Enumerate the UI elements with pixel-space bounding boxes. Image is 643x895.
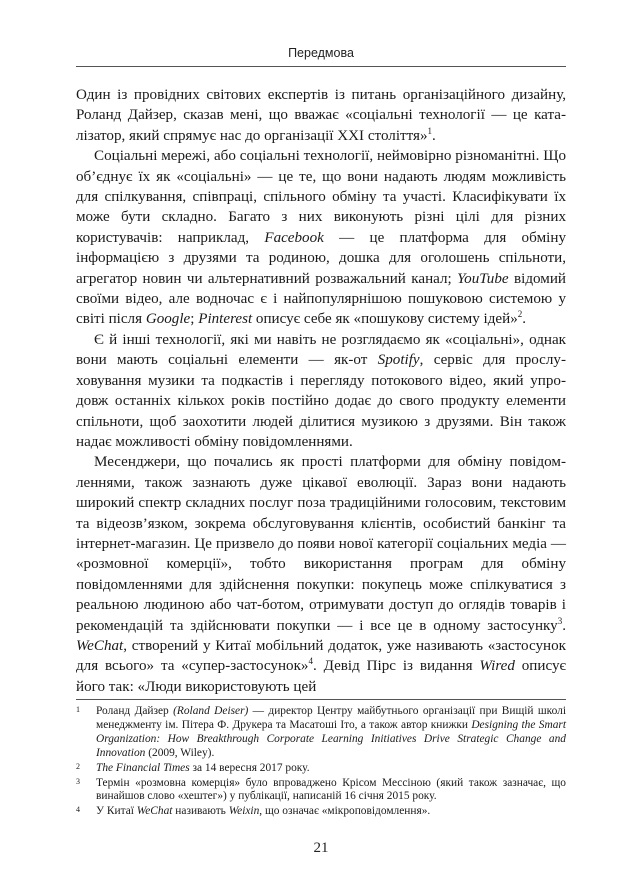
italic-term: WeChat	[76, 637, 124, 654]
footnote-divider	[76, 699, 566, 700]
page-number: 21	[313, 840, 329, 856]
footnote-number: 4	[76, 805, 80, 815]
italic-term: Designing the Smart Organization: How Breakthrough Corporate Learning Initiatives Drive Strategic Change and Innovation	[96, 718, 566, 759]
footnote-text: Термін «розмовна комерція» було впроваджено Крісом Мессіною (який також зазначає, що винайшов слово «хештег») у публікації, написаній 16 січня 2015 року.	[96, 776, 566, 803]
footnote-4	[76, 805, 566, 819]
footnote-3	[76, 777, 566, 805]
italic-term: Weixin	[228, 805, 260, 818]
italic-term: Pinterest	[198, 311, 253, 328]
footnote-1	[76, 705, 566, 761]
footnote-reference: 4	[308, 656, 313, 667]
footnote-reference: 3	[557, 615, 563, 626]
footnote-number: 2	[76, 761, 80, 771]
running-header: Передмова	[288, 46, 354, 60]
paragraph-2: Соціальні мережі, або соціальні технології, неймовірно різноманітні. Що об’єднує їх як «соціальні» — це те, що вони надають людям можливість для спілкування, співпраці, спільного обміну та участі. Класифікувати їх може бути складно. Багато з них виконують різні цілі для різних користувачів: наприклад, Facebook — це платформа для обміну інформацією з друзями та родиною, дошка для оголошень спільноти, агрегатор новин чи альтернативний розважальний канал; YouTube відомий своїми відео, але водночас є і найпопулярнішою пошуковою системою у світі після Google; Pinterest описує себе як «пошукову систему ідей»$^2$.	[76, 148, 566, 328]
italic-term: Facebook	[264, 229, 324, 246]
italic-term: Wired	[479, 658, 515, 675]
footnotes	[76, 705, 566, 820]
header-divider	[76, 66, 566, 67]
footnote-text: Роланд Дайзер (Roland Deiser) — директор Центру майбутнього організації при Вищій школі менеджменту ім. Пітера Ф. Друкера та Масатоші Іто, а також автор книжки Designing the Smart Organization: How Breakthrough Corporate Learning Initiatives Drive Strategic Change and Innovation (2009, Wiley).	[96, 705, 566, 759]
footnote-text: У Китаї WeChat називають Weixin, що означає «мікроповідомлення».	[96, 805, 431, 818]
paragraph-3: Є й інші технології, які ми навіть не розглядаємо як «соціальні», однак вони мають соціальні елементи — як-от Spotify, сервіс для прослуховування музики та подкастів і перегляду потокового відео, який упродовж останніх кількох років постійно додає до свого продукту елементи спільноти, щоб заохотити людей ділитися музикою з друзями. Він також надає можливості обміну повідомленнями.	[76, 331, 566, 450]
italic-term: Spotify	[377, 352, 420, 369]
footnote-text: The Financial Times за 14 вересня 2017 року.	[96, 761, 310, 774]
italic-term: YouTube	[457, 270, 509, 287]
italic-term: WeChat	[136, 805, 173, 818]
footnote-reference: 2	[517, 309, 523, 320]
italic-term: The Financial Times	[96, 761, 190, 774]
footnote-reference: 1	[427, 125, 433, 136]
footnote-number: 3	[76, 776, 80, 786]
footnote-number: 1	[76, 705, 80, 714]
italic-term: Google	[145, 311, 191, 328]
paragraph-4: Месенджери, що почались як прості платформи для обміну повідомленнями, також зазнають дуже цікавої еволюції. Зараз вони надають широкий спектр складних послуг поза традиційними голосовим, текстовим та відеозв’язком, зокрема обслуговування клієнтів, особистий банкінг та інтернет-магазин. Це призвело до появи нової категорії соціальних медіа — «розмовної комерції», тобто використання програм для обміну повідомленнями для здійснення покупки: покупець може спілкуватися з реальною людиною або чат-ботом, отримувати доступ до оглядів товарів і рекомендацій та здійснювати покупки — і все це в одному застосунку$^3$. WeChat, створений у Китаї мобільний додаток, уже називають «застосунок для всього» та «супер-застосунок»$^4$. Девід Пірс із видання Wired описує його так: «Люди використовують цей	[76, 454, 566, 695]
italic-term: (Roland Deiser)	[173, 705, 249, 717]
footnote-2	[76, 762, 566, 776]
body-text	[76, 85, 566, 697]
paragraph-1: Один із провідних світових експертів із питань організаційного дизайну, Роланд Дайзер, сказав мені, що вважає «соціальні технології — це каталізатор, який спрямує нас до організації XXI століття»$^1$.	[76, 87, 566, 144]
